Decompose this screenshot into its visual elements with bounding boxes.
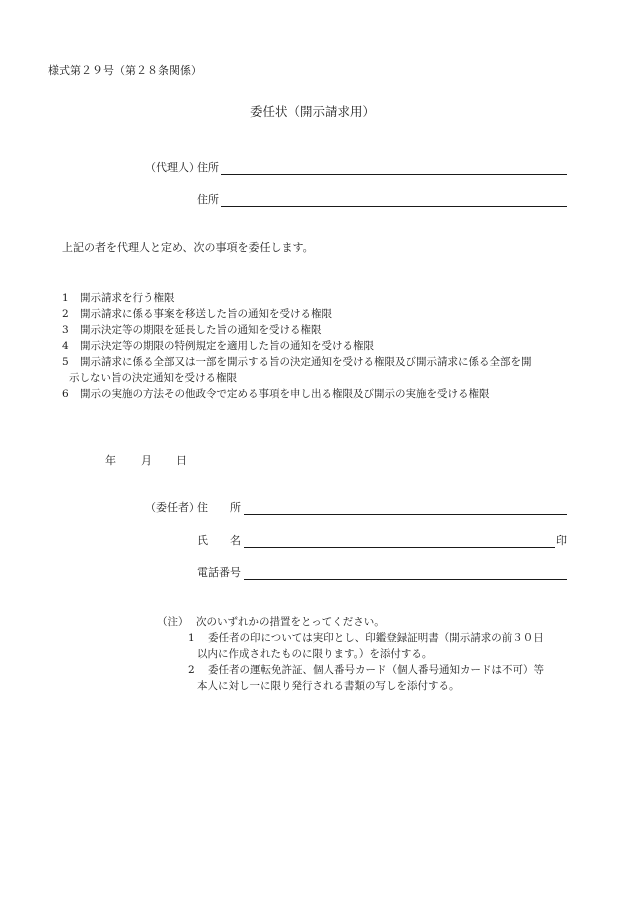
item-text: 開示決定等の期限の特例規定を適用した旨の通知を受ける権限 — [80, 340, 374, 352]
principal-address-label: 住 所 — [197, 501, 241, 514]
delegation-statement: 上記の者を代理人と定め、次の事項を委任します。 — [62, 241, 314, 254]
delegated-item-1 — [62, 291, 175, 305]
agent-address-line-2[interactable] — [221, 206, 567, 207]
note-2-line-2: 本人に対し一に限り発行される書類の写しを添付する。 — [197, 680, 460, 692]
principal-label: （委任者） — [145, 501, 200, 514]
item-text: 開示請求に係る事案を移送した旨の通知を受ける権限 — [80, 308, 332, 320]
item-text: 開示の実施の方法その他政令で定める事項を申し出る権限及び開示の実施を受ける権限 — [80, 388, 490, 400]
item-text: 開示請求を行う権限 — [80, 292, 175, 304]
note-2-number: 2 — [188, 664, 195, 676]
note-label: （注） — [157, 616, 189, 628]
principal-address-line[interactable] — [244, 514, 567, 515]
item-text: 開示請求に係る全部又は一部を開示する旨の決定通知を受ける権限及び開示請求に係る全部を開 — [80, 356, 532, 368]
principal-name-label: 氏 名 — [197, 534, 241, 547]
item-number: 6 — [62, 388, 69, 400]
principal-phone-label: 電話番号 — [197, 566, 241, 579]
date-month-label: 月 — [141, 454, 152, 467]
agent-address-line-1[interactable] — [221, 174, 567, 175]
item-number: 2 — [62, 308, 69, 320]
agent-label: （代理人） — [145, 161, 200, 174]
note-1-line-2: 以内に作成されたものに限ります。）を添付する。 — [197, 648, 433, 660]
item-text: 開示決定等の期限を延長した旨の通知を受ける権限 — [80, 324, 322, 336]
note-1-number: 1 — [188, 632, 195, 644]
note-intro: 次のいずれかの措置をとってください。 — [196, 616, 385, 628]
item-number: 5 — [62, 356, 69, 368]
date-day-label: 日 — [176, 454, 187, 467]
seal-mark: 印 — [556, 534, 567, 547]
form-number: 様式第２９号（第２８条関係） — [48, 64, 202, 77]
agent-address-label-1: 住所 — [197, 161, 219, 174]
item-number: 3 — [62, 324, 69, 336]
delegated-item-6 — [62, 387, 490, 401]
delegated-item-3 — [62, 323, 322, 337]
delegated-item-5-continuation: 示しない旨の決定通知を受ける権限 — [69, 372, 237, 384]
item-number: 4 — [62, 340, 69, 352]
document-title: 委任状（開示請求用） — [250, 104, 376, 119]
date-year-label: 年 — [105, 454, 116, 467]
delegated-item-2 — [62, 307, 332, 321]
delegated-item-4 — [62, 339, 374, 353]
delegated-item-5 — [62, 355, 532, 369]
note-2-line-1: 委任者の運転免許証、個人番号カード（個人番号通知カードは不可）等 — [208, 664, 544, 676]
principal-phone-line[interactable] — [244, 579, 567, 580]
agent-address-label-2: 住所 — [197, 193, 219, 206]
item-number: 1 — [62, 292, 69, 304]
note-1-line-1: 委任者の印については実印とし、印鑑登録証明書（開示請求の前３０日 — [208, 632, 544, 644]
principal-name-line[interactable] — [244, 547, 555, 548]
